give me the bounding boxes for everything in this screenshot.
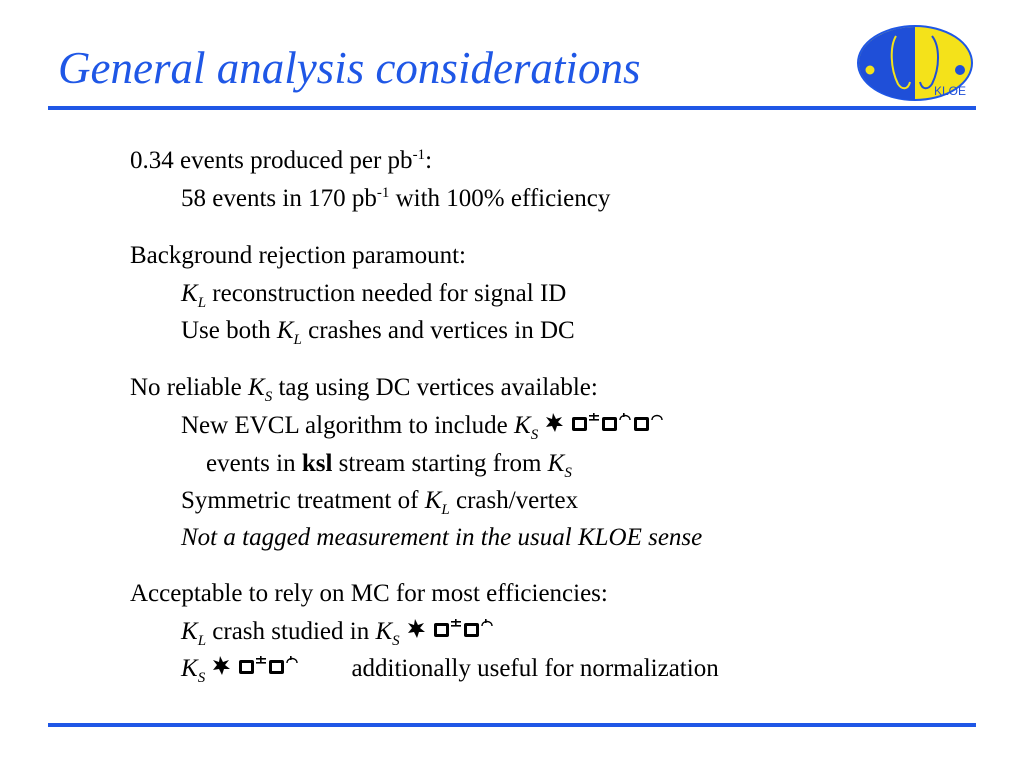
decay-symbol-glyphs xyxy=(544,411,699,435)
heading-no-reliable-ks-tag: No reliable $K_S$ tag using DC vertices available: xyxy=(130,374,598,405)
heading-background-rejection: Background rejection paramount: xyxy=(130,242,466,269)
kloe-logo xyxy=(856,24,974,106)
footer-divider xyxy=(48,723,976,727)
bullet-events-produced: 0.34 events produced per $pb^{-1}$: xyxy=(130,147,433,174)
bullet-evcl-algorithm: New EVCL algorithm to include $K_S$ xyxy=(181,411,699,441)
logo-text: KLOE xyxy=(934,84,967,98)
decay-symbol-glyphs xyxy=(211,654,351,678)
heading-rely-on-mc: Acceptable to rely on MC for most efficiencies: xyxy=(130,580,608,607)
bullet-kl-crash-studied: $K_L$ crash studied in $K_S$ xyxy=(181,617,526,647)
decay-symbol-glyphs xyxy=(406,617,526,641)
bullet-ksl-stream: events in ksl stream starting from $K_S$ xyxy=(206,450,572,481)
bullet-kl-crashes-vertices: Use both $K_L$ crashes and vertices in DC xyxy=(181,317,575,348)
bullet-not-tagged-measurement: Not a tagged measurement in the usual KLOE sense xyxy=(181,524,703,551)
bullet-kl-reconstruction: $K_L$ reconstruction needed for signal ID xyxy=(181,280,567,311)
bullet-symmetric-treatment: Symmetric treatment of $K_L$ crash/vertex xyxy=(181,487,579,518)
bullet-ks-normalization: $K_S$ additionally useful for normalization xyxy=(181,655,719,686)
bullet-events-170pb: 58 events in 170 $pb^{-1}$ with 100% efficiency xyxy=(181,185,611,212)
page-title: General analysis considerations xyxy=(58,43,641,93)
title-divider xyxy=(48,106,976,110)
